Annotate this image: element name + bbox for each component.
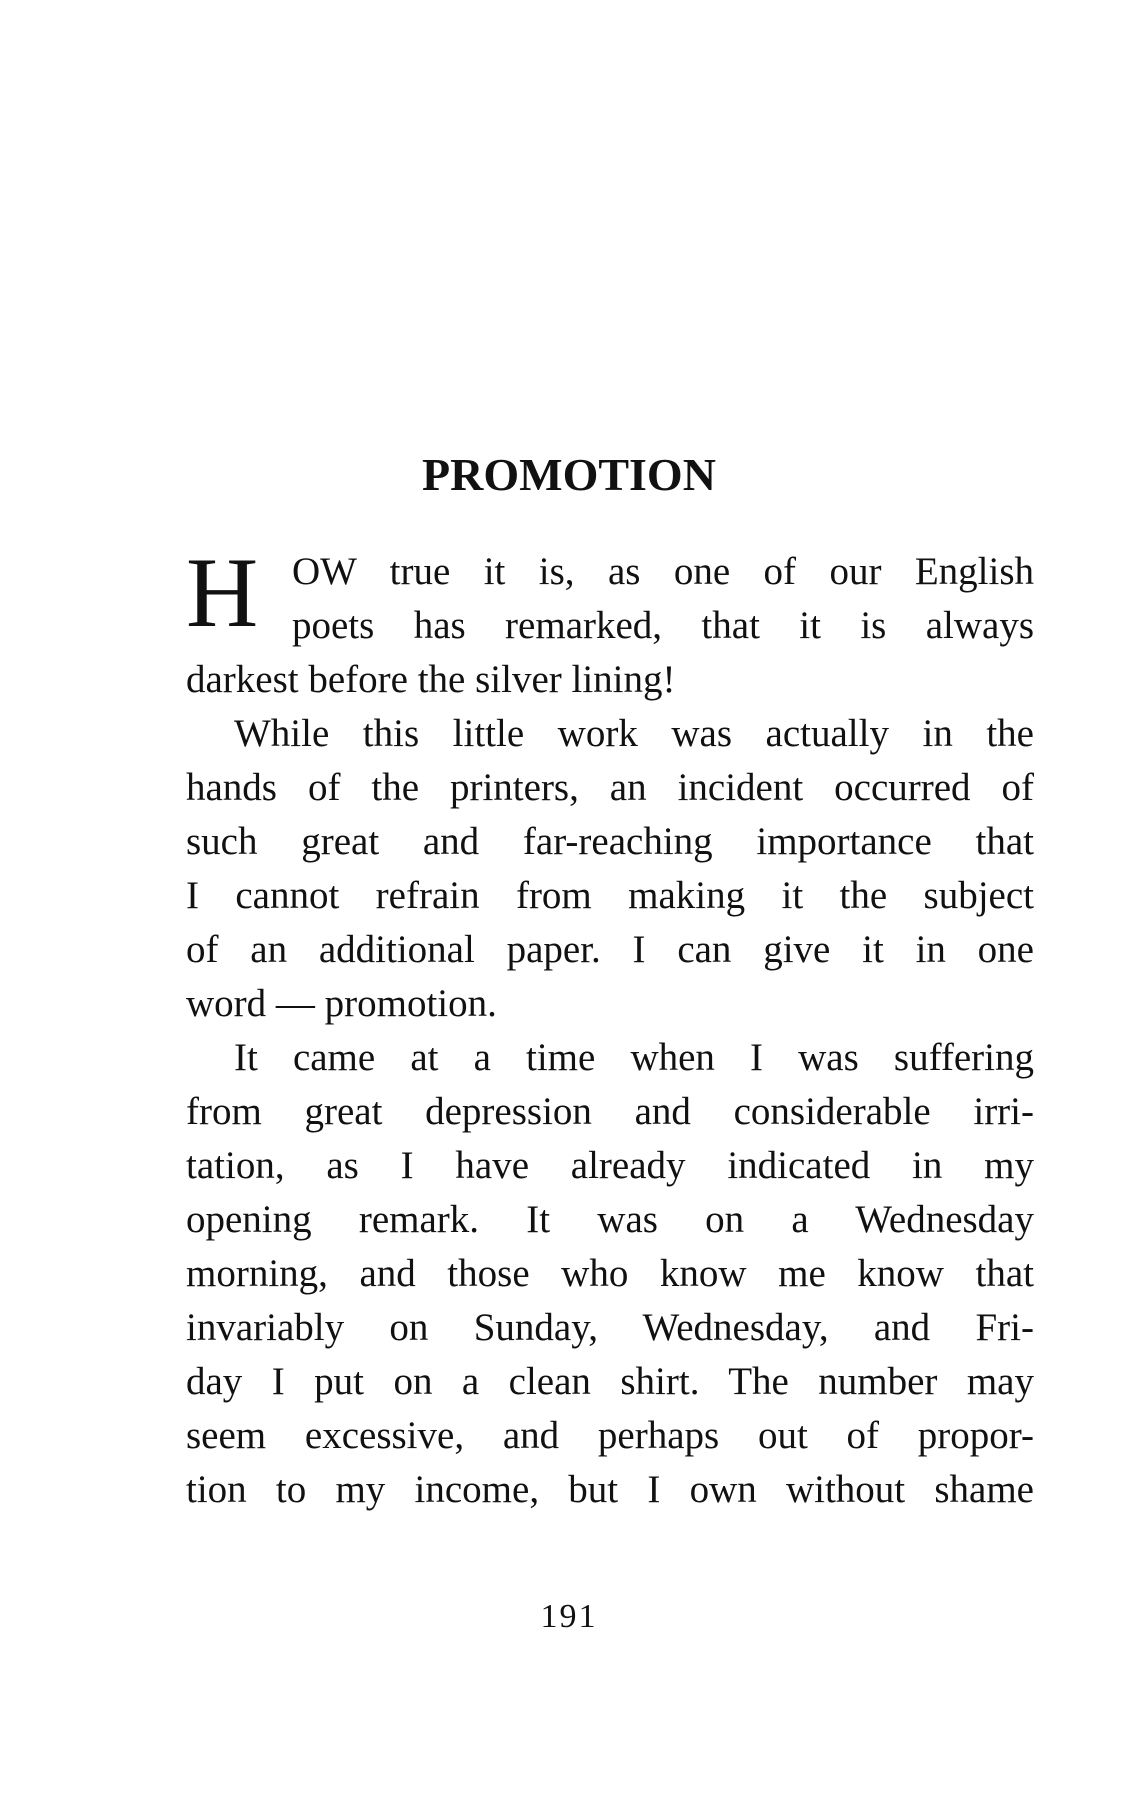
text-line: seem excessive, and perhaps out of propor- (186, 1414, 1034, 1457)
paragraph-3 (186, 1031, 1034, 1517)
chapter-body (186, 537, 1034, 1517)
text-line: morning, and those who know me know that (186, 1252, 1034, 1295)
text-line: day I put on a clean shirt. The number may (186, 1360, 1034, 1403)
paragraph-2 (186, 707, 1034, 1031)
text-line: While this little work was actually in the (234, 712, 1034, 755)
text-line: OW true it is, as one of our English (292, 550, 1034, 593)
paragraph-1 (186, 537, 1034, 707)
text-line: invariably on Sunday, Wednesday, and Fri- (186, 1306, 1034, 1349)
text-line: poets has remarked, that it is always (292, 604, 1034, 647)
text-line: I cannot refrain from making it the subject (186, 874, 1034, 917)
page-number: 191 (540, 1598, 598, 1635)
text-line: from great depression and considerable irri- (186, 1090, 1034, 1133)
text-line: word — promotion. (186, 982, 497, 1025)
text-line: such great and far-reaching importance that (186, 820, 1034, 863)
text-line: hands of the printers, an incident occurred of (186, 766, 1034, 809)
text-line: darkest before the silver lining! (186, 658, 676, 701)
text-line: tation, as I have already indicated in my (186, 1144, 1034, 1187)
text-line: of an additional paper. I can give it in one (186, 928, 1034, 971)
text-line: opening remark. It was on a Wednesday (186, 1198, 1034, 1241)
chapter-title: PROMOTION (422, 449, 716, 500)
text-line: tion to my income, but I own without shame (186, 1468, 1034, 1511)
text-line: It came at a time when I was suffering (234, 1036, 1034, 1079)
drop-cap: H (186, 537, 259, 648)
